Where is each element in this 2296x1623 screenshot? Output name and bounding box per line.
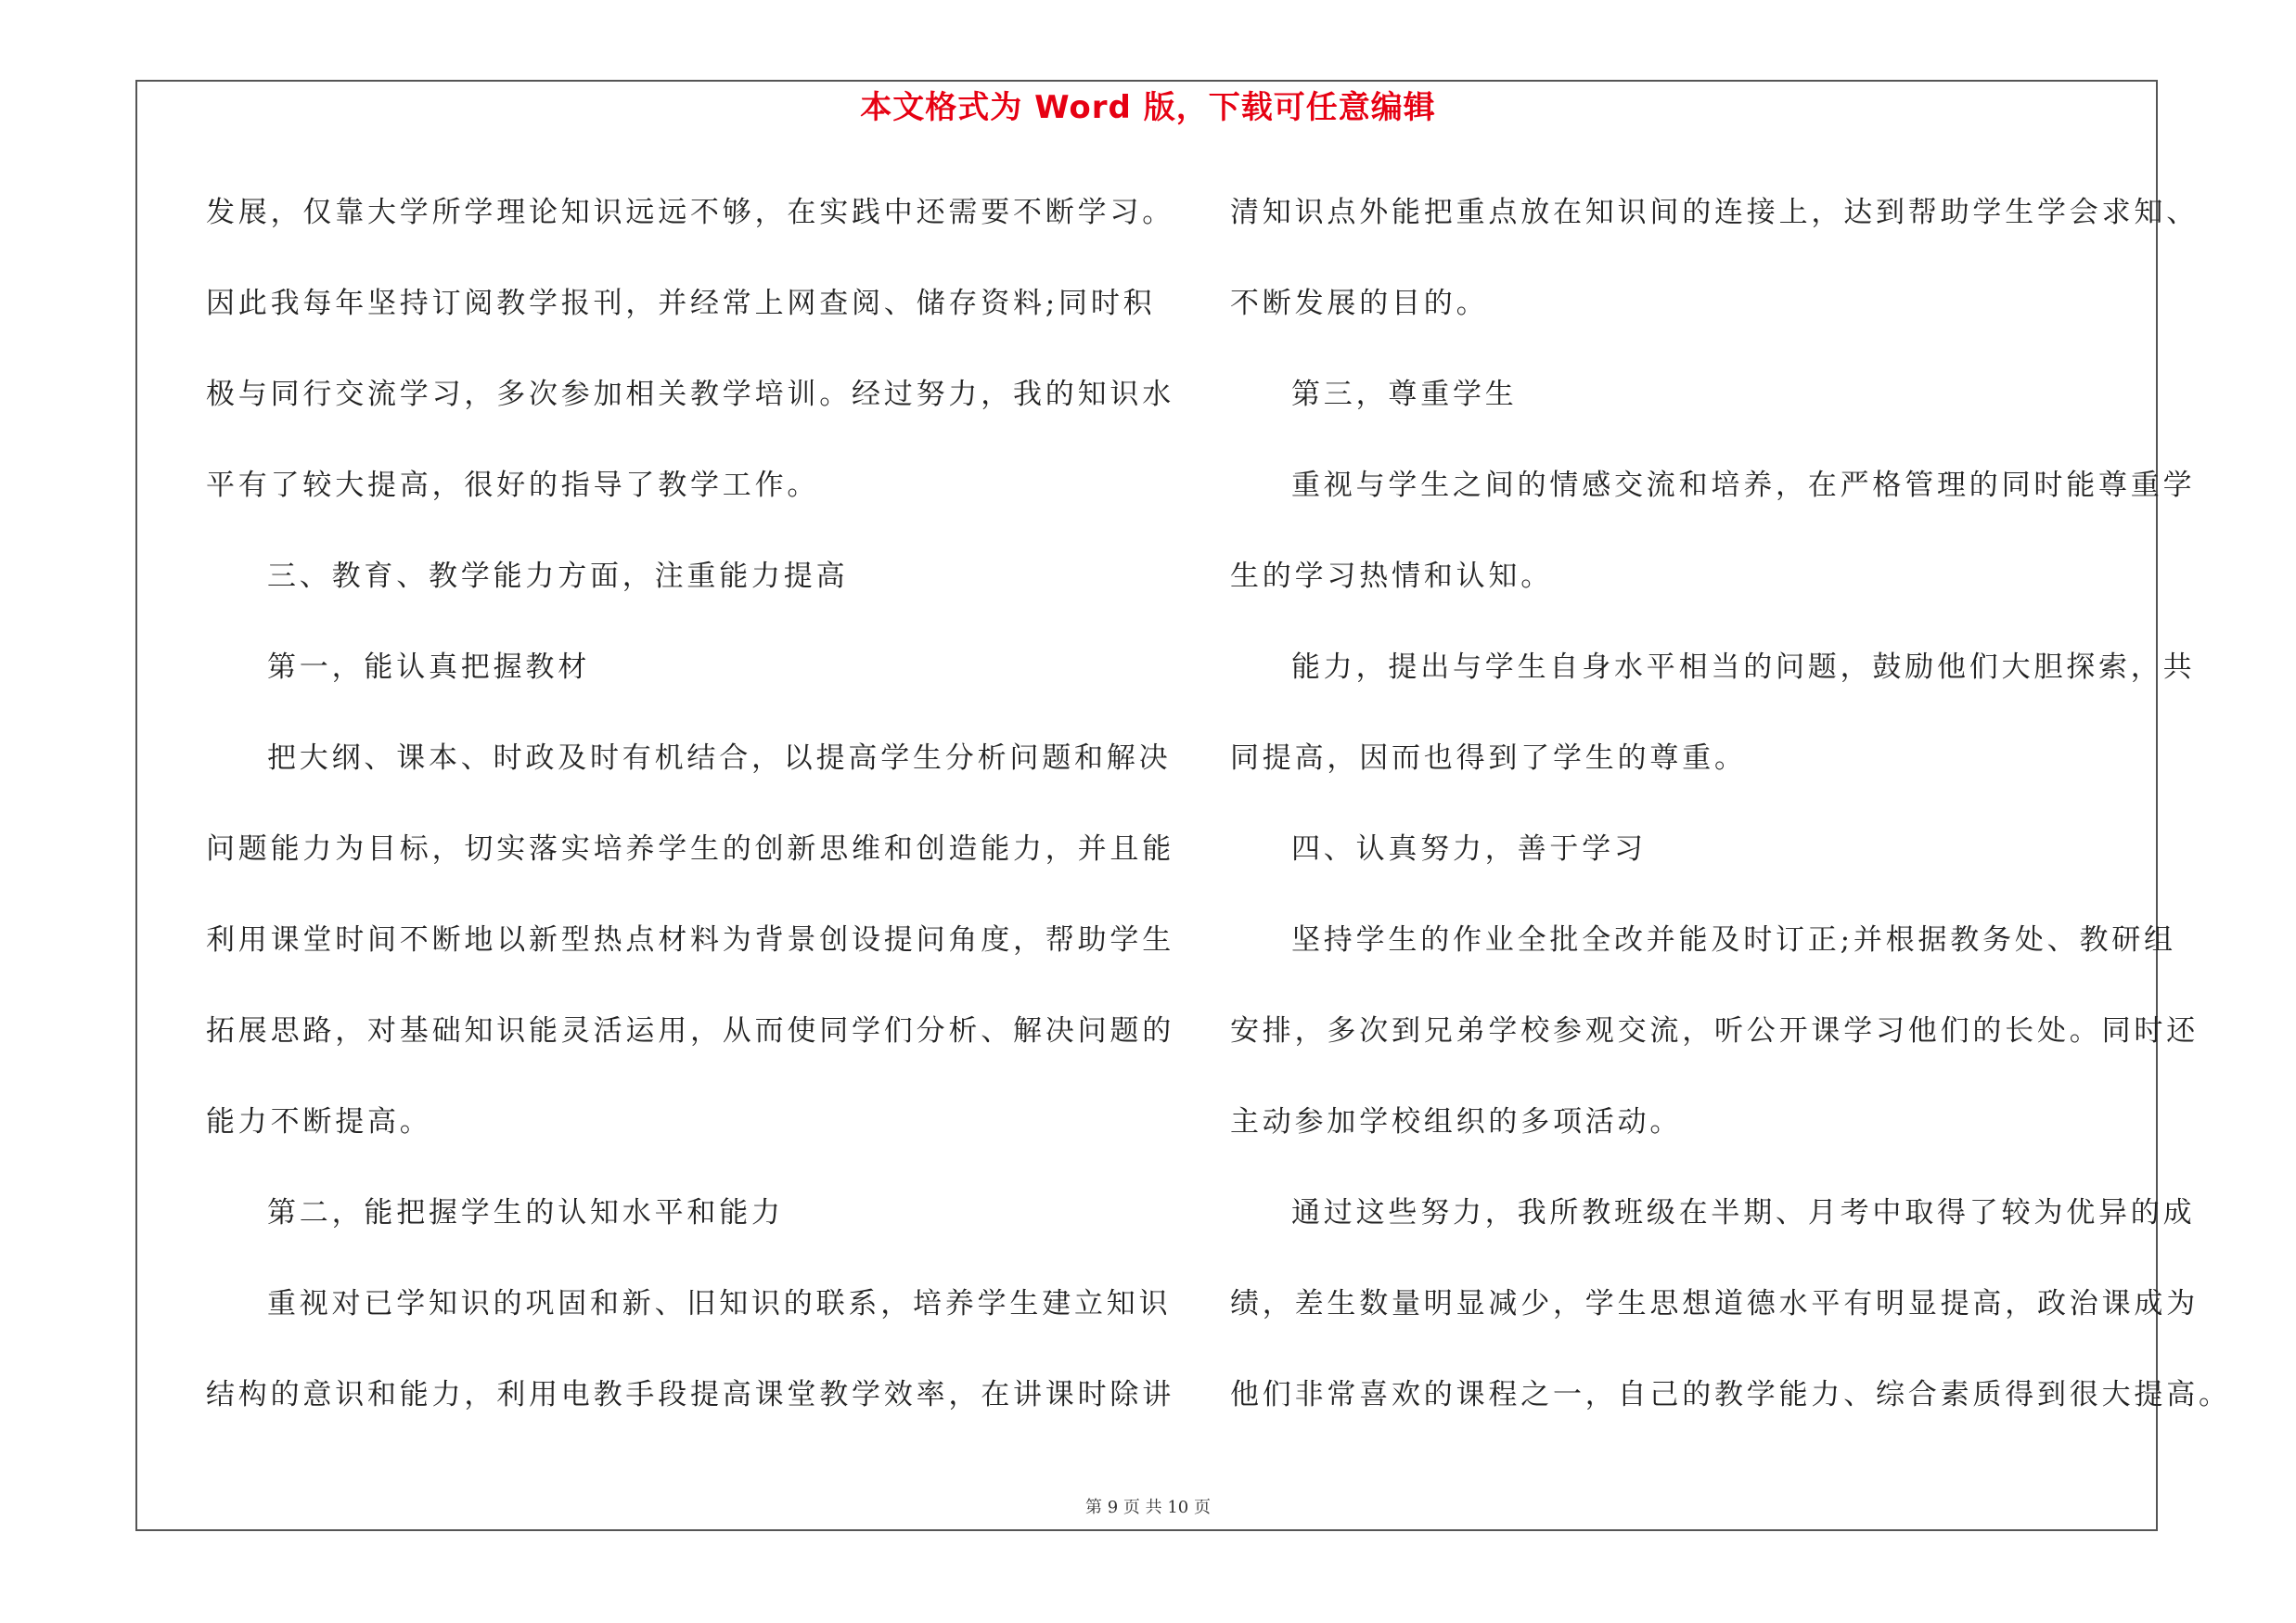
paragraph-line: 通过这些努力，我所教班级在半期、月考中取得了较为优异的成 bbox=[1291, 1196, 2196, 1230]
paragraph-line: 生的学习热情和认知。 bbox=[1230, 560, 1553, 593]
paragraph-line: 不断发展的目的。 bbox=[1230, 287, 1489, 320]
paragraph-line: 能力不断提高。 bbox=[206, 1105, 432, 1139]
paragraph-line: 绩，差生数量明显减少，学生思想道德水平有明显提高，政治课成为 bbox=[1230, 1287, 2199, 1320]
paragraph-line: 同提高，因而也得到了学生的尊重。 bbox=[1230, 741, 1747, 775]
left-text-column bbox=[206, 184, 1174, 1457]
paragraph-line: 主动参加学校组织的多项活动。 bbox=[1230, 1105, 1683, 1139]
section-heading: 三、教育、教学能力方面，注重能力提高 bbox=[267, 560, 849, 593]
paragraph-line: 安排，多次到兄弟学校参观交流，听公开课学习他们的长处。同时还 bbox=[1230, 1014, 2199, 1048]
paragraph-line: 因此我每年坚持订阅教学报刊，并经常上网查阅、储存资料;同时积 bbox=[206, 287, 1156, 320]
paragraph-line: 重视与学生之间的情感交流和培养，在严格管理的同时能尊重学 bbox=[1291, 469, 2196, 502]
paragraph-line: 极与同行交流学习，多次参加相关教学培训。经过努力，我的知识水 bbox=[206, 378, 1174, 411]
paragraph-line: 利用课堂时间不断地以新型热点材料为背景创设提问角度，帮助学生 bbox=[206, 923, 1174, 957]
document-header-title: 本文格式为 Word 版，下载可任意编辑 bbox=[860, 89, 1436, 126]
paragraph-line: 重视对已学知识的巩固和新、旧知识的联系，培养学生建立知识 bbox=[267, 1287, 1172, 1320]
paragraph-line: 他们非常喜欢的课程之一，自己的教学能力、综合素质得到很大提高。 bbox=[1230, 1378, 2231, 1411]
subsection-heading: 第一，能认真把握教材 bbox=[267, 650, 590, 684]
section-heading: 四、认真努力，善于学习 bbox=[1291, 832, 1647, 866]
subsection-heading: 第三，尊重学生 bbox=[1291, 378, 1518, 411]
paragraph-line: 结构的意识和能力，利用电教手段提高课堂教学效率，在讲课时除讲 bbox=[206, 1378, 1174, 1411]
paragraph-line: 把大纲、课本、时政及时有机结合，以提高学生分析问题和解决 bbox=[267, 741, 1172, 775]
page-number-footer: 第 9 页 共 10 页 bbox=[1085, 1498, 1211, 1517]
paragraph-line: 平有了较大提高，很好的指导了教学工作。 bbox=[206, 469, 820, 502]
paragraph-line: 发展，仅靠大学所学理论知识远远不够，在实践中还需要不断学习。 bbox=[206, 196, 1174, 229]
paragraph-line: 拓展思路，对基础知识能灵活运用，从而使同学们分析、解决问题的 bbox=[206, 1014, 1174, 1048]
right-text-column bbox=[1230, 184, 2231, 1457]
paragraph-line: 坚持学生的作业全批全改并能及时订正;并根据教务处、教研组 bbox=[1291, 923, 2176, 957]
paragraph-line: 能力，提出与学生自身水平相当的问题，鼓励他们大胆探索，共 bbox=[1291, 650, 2196, 684]
subsection-heading: 第二，能把握学生的认知水平和能力 bbox=[267, 1196, 784, 1230]
paragraph-line: 问题能力为目标，切实落实培养学生的创新思维和创造能力，并且能 bbox=[206, 832, 1174, 866]
paragraph-line: 清知识点外能把重点放在知识间的连接上，达到帮助学生学会求知、 bbox=[1230, 196, 2199, 229]
